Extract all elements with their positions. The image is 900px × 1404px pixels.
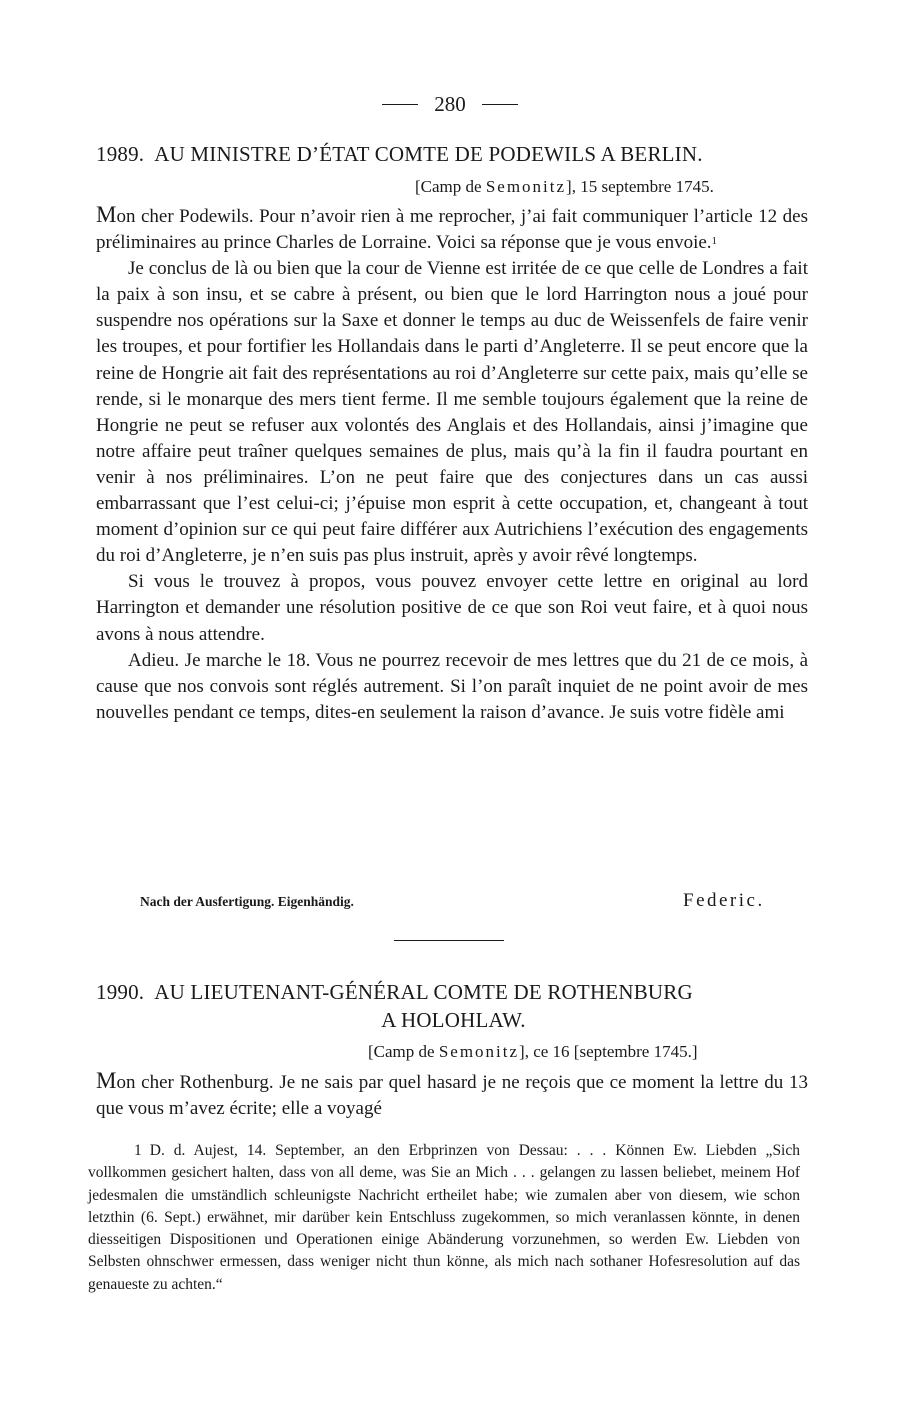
header-rule-right <box>482 104 518 105</box>
letter-1989-body <box>96 202 808 726</box>
letter-1990-dateline: [Camp de Semonitz], ce 16 [septembre 1745.] <box>368 1042 698 1061</box>
letter-title: AU LIEUTENANT-GÉNÉRAL COMTE DE ROTHENBURG <box>154 980 693 1004</box>
footnote-text: D. d. Aujest, 14. September, an den Erbprinzen von Dessau: . . . Können Ew. Liebden „Sich vollkommen gesichert halten, dass von all deme, was Sie an Mich . . . gelangen zu lassen beliebet, meinem Hof jedesmalen die umständlich schleunigste Nachricht ertheilet habe; wie zumalen aber von diesem, wie schon letzthin (6. Sept.) erwähnet, mir darüber kein Entschluss zugekommen, so mich veranlassen könnte, in denen diesseitigen Dispositionen und Operationen einige Abänderung vorzunehmen, so werden Ew. Liebden von Selbsten ohnschwer ermessen, dass weniger nicht thun könne, als mich nach sothaner Hofesresolution auf das genaueste zu achten.“ <box>88 1142 800 1293</box>
letter-1989-heading <box>96 140 811 168</box>
letter-1989-dateline: [Camp de Semonitz], 15 septembre 1745. <box>415 177 714 196</box>
salutation-initial: M <box>96 202 117 227</box>
header-rule-left <box>382 104 418 105</box>
letter-number: 1990. <box>96 980 145 1004</box>
paragraph: Mon cher Podewils. Pour n’avoir rien à me reprocher, j’ai fait communiquer l’article 12 des préliminaires au prince Charles de Lorraine. Voici sa réponse que je vous envoie.$^1$ <box>96 202 808 254</box>
signature: Federic. <box>683 890 765 911</box>
footnote-reference: 1 <box>711 235 718 248</box>
page-number: 280 <box>434 92 466 116</box>
paragraph: Je conclus de là ou bien que la cour de Vienne est irritée de ce que celle de Londres a fait la paix à son insu, et se cabre à présent, ou bien que le lord Harrington nous a joué pour suspendre nos opérations sur la Saxe et donner le temps au duc de Weissenfels de faire venir les troupes, et pour fortifier les Hollandais dans le parti d’Angleterre. Il se peut encore que la reine de Hongrie ait fait des représentations au roi d’Angleterre sur cette paix, mais qu’elle se rende, si le monarque des mers tient ferme. Il me semble toujours également que la reine de Hongrie ne peut se refuser aux volontés des Anglais et des Hollandais, ainsi j’imagine que notre affaire peut traîner quelques semaines de plus, mais qu’à la fin il faudra pourtant en venir à nos préliminaires. L’on ne peut faire que des conjectures dans un cas aussi embarrassant que l’est celui-ci; j’épuise mon esprit à cette occupation, et, changeant à tout moment d’opinion sur ce qui peut faire différer aux Autrichiens l’exécution des engagements du roi d’Angleterre, je n’en suis pas plus instruit, après y avoir rêvé longtemps. <box>96 258 808 567</box>
paragraph: Mon cher Rothenburg. Je ne sais par quel hasard je ne reçois que ce moment la lettre du 13 que vous m’avez écrite; elle a voyagé <box>96 1068 808 1120</box>
letter-number: 1989. <box>96 142 145 166</box>
page-header <box>0 92 900 117</box>
source-note: Nach der Ausfertigung. Eigenhändig. <box>140 894 354 909</box>
place-name: Semonitz <box>438 1042 520 1061</box>
letter-title: AU MINISTRE D’ÉTAT COMTE DE PODEWILS A BERLIN. <box>154 142 703 166</box>
letter-1990-body <box>96 1068 808 1122</box>
paragraph: Si vous le trouvez à propos, vous pouvez envoyer cette lettre en original au lord Harrington et demander une résolution positive de ce que son Roi veut faire, et à quoi nous avons à nous attendre. <box>96 571 808 645</box>
letter-title-line2: A HOLOHLAW. <box>381 1008 526 1032</box>
letter-1990-heading <box>96 978 811 1034</box>
salutation-initial: M <box>96 1068 117 1093</box>
footnote-mark: 1 <box>134 1142 142 1159</box>
footnote <box>88 1140 800 1296</box>
section-divider <box>394 940 504 941</box>
paragraph: Adieu. Je marche le 18. Vous ne pourrez recevoir de mes lettres que du 21 de ce mois, à cause que nos convois sont réglés autrement. Si l’on paraît inquiet de ne point avoir de mes nouvelles pendant ce temps, dites-en seulement la raison d’avance. Je suis votre fidèle ami <box>96 649 808 723</box>
place-name: Semonitz <box>485 177 567 196</box>
